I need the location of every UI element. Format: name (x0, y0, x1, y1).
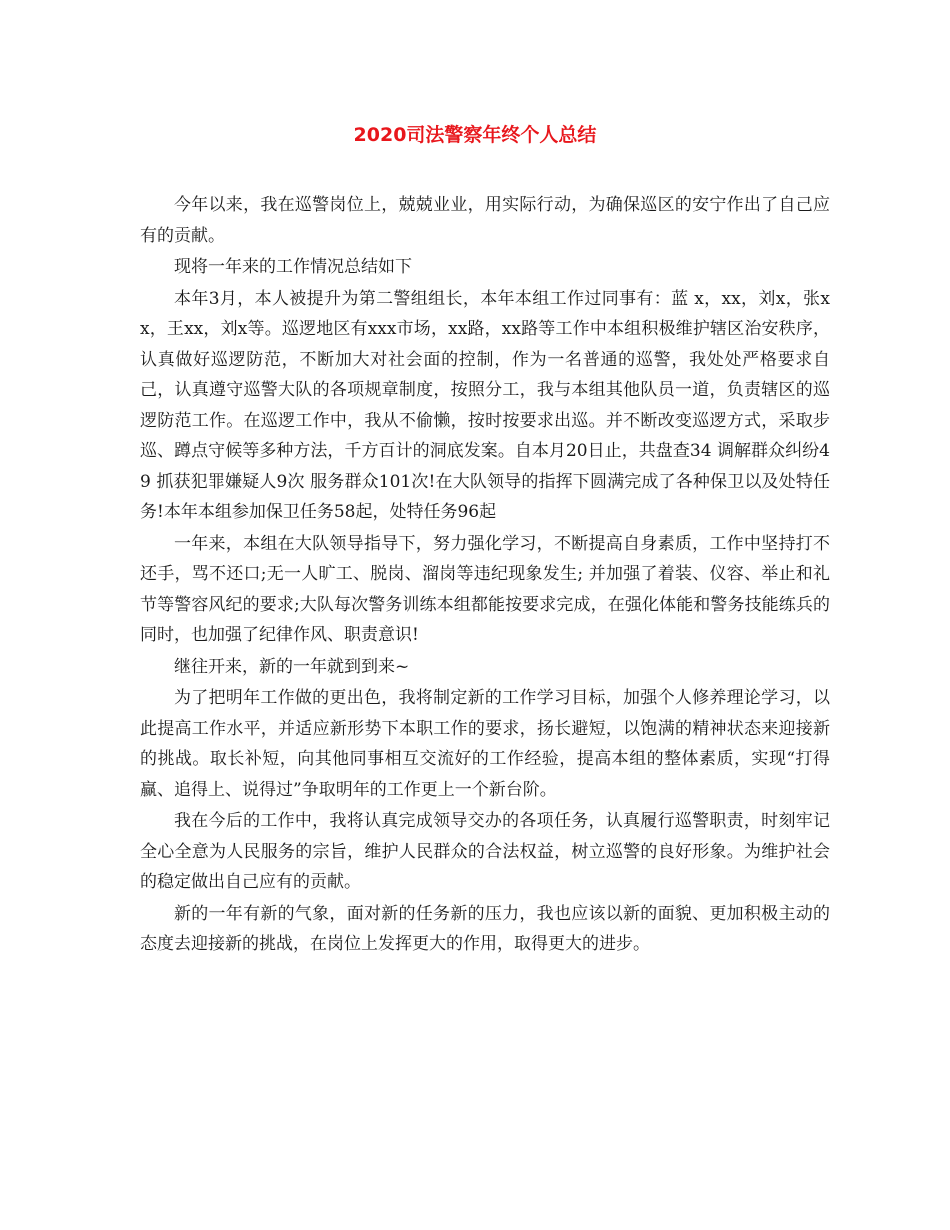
paragraph-discipline: 一年来，本组在大队领导指导下，努力强化学习，不断提高自身素质，工作中坚持打不还手，骂不还口;无一人旷工、脱岗、溜岗等违纪现象发生; 并加强了着装、仪容、举止和礼节等警容风纪的要求;大队每次警务训练本组都能按要求完成，在强化体能和警务技能练兵的同时，也加强了纪律作风、职责意识! (140, 533, 830, 645)
paragraph-future-work: 我在今后的工作中，我将认真完成领导交办的各项任务，认真履行巡警职责，时刻牢记全心全意为人民服务的宗旨，维护人民群众的合法权益，树立巡警的良好形象。为维护社会的稳定做出自己应有的贡献。 (140, 811, 830, 892)
paragraph-closing: 新的一年有新的气象，面对新的任务新的压力，我也应该以新的面貌、更加积极主动的态度去迎接新的挑战，在岗位上发挥更大的作用，取得更大的进步。 (140, 903, 830, 954)
document-body (140, 190, 830, 961)
paragraph-intro: 今年以来，我在巡警岗位上，兢兢业业，用实际行动，为确保巡区的安宁作出了自己应有的贡献。 (140, 195, 830, 246)
document-title: 2020司法警察年终个人总结 (353, 124, 597, 146)
paragraph-work-details: 本年3月，本人被提升为第二警组组长，本年本组工作过同事有：蓝 x，xx，刘x，张xx，王xx，刘x等。巡逻地区有xxx市场，xx路，xx路等工作中本组积极维护辖区治安秩序，认真做好巡逻防范，不断加大对社会面的控制，作为一名普通的巡警，我处处严格要求自己，认真遵守巡警大队的各项规章制度，按照分工，我与本组其他队员一道，负责辖区的巡逻防范工作。在巡逻工作中，我从不偷懒，按时按要求出巡。并不断改变巡逻方式，采取步巡、蹲点守候等多种方法，千方百计的洞底发案。自本月20日止，共盘查34 调解群众纠纷49 抓获犯罪嫌疑人9次 服务群众101次!在大队领导的指挥下圆满完成了各种保卫以及处特任务!本年本组参加保卫任务58起，处特任务96起 (140, 288, 830, 522)
paragraph-summary-lead: 现将一年来的工作情况总结如下 (174, 257, 412, 277)
paragraph-transition: 继往开来，新的一年就到到来~ (174, 656, 410, 677)
paragraph-next-year-goals: 为了把明年工作做的更出色，我将制定新的工作学习目标，加强个人修养理论学习，以此提高工作水平，并适应新形势下本职工作的要求，扬长避短，以饱满的精神状态来迎接新的挑战。取长补短，向其他同事相互交流好的工作经验，提高本组的整体素质，实现“打得赢、追得上、说得过”争取明年的工作更上一个新台阶。 (140, 688, 830, 800)
